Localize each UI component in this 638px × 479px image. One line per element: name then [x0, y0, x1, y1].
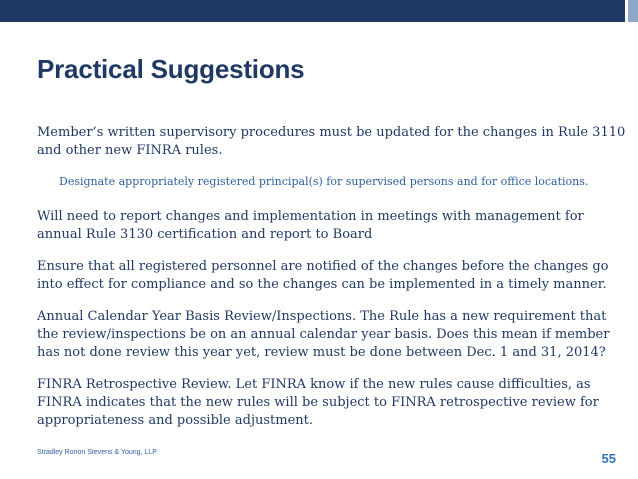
slide-body	[37, 124, 627, 444]
paragraph-retrospective-review: FINRA Retrospective Review. Let FINRA know if the new rules cause difficulties, as FINRA indicates that the new rules will be subject to FINRA retrospective review for appropriateness and possible adjustment.	[37, 377, 599, 428]
footer-firm-name: Stradley Ronon Stevens & Young, LLP	[37, 449, 157, 456]
header-bar-accent	[628, 0, 638, 22]
paragraph-notify-personnel: Ensure that all registered personnel are notified of the changes before the changes go into effect for compliance and so the changes can be implemented in a timely manner.	[37, 259, 609, 292]
sub-point-designate-principal: Designate appropriately registered principal(s) for supervised persons and for office locations.	[59, 175, 589, 188]
page-number: 55	[601, 451, 616, 466]
header-bar	[0, 0, 638, 22]
paragraph-procedures: Member’s written supervisory procedures must be updated for the changes in Rule 3110 and other new FINRA rules.	[37, 125, 626, 158]
paragraph-report-changes: Will need to report changes and implementation in meetings with management for annual Rule 3130 certification and report to Board	[37, 209, 584, 242]
paragraph-annual-review: Annual Calendar Year Basis Review/Inspections. The Rule has a new requirement that the review/inspections be on an annual calendar year basis. Does this mean if member has not done review this year yet, review must be done between Dec. 1 and 31, 2014?	[37, 309, 610, 360]
slide-title: Practical Suggestions	[37, 54, 305, 84]
